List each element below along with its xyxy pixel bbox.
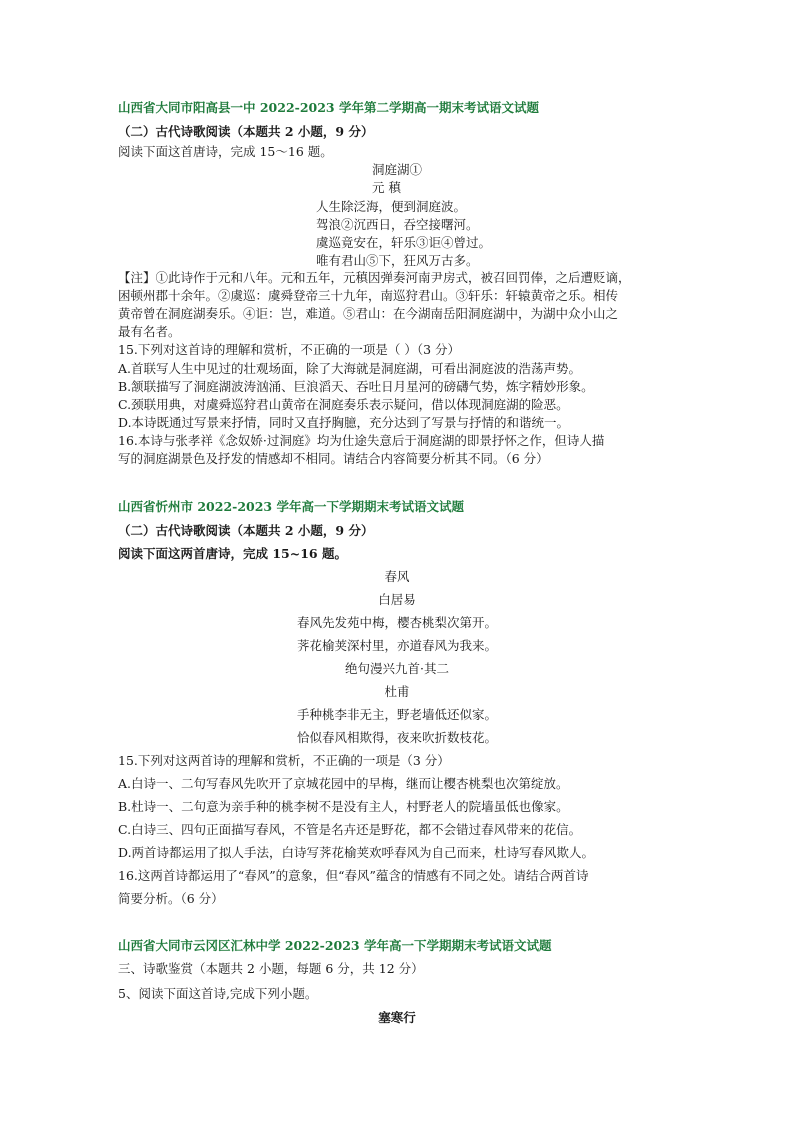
section2-q15-option-a: A.白诗一、二句写春风先吹开了京城花园中的早梅，继而让樱杏桃梨也次第绽放。 [118,776,569,791]
section1-subheading: （二）古代诗歌阅读（本题共 2 小题，9 分） [118,124,374,139]
section1-poem-line: 人生除泛海，便到洞庭波。 [316,199,467,214]
section2-poem2-line: 手种桃李非无主，野老墙低还似家。 [296,707,497,722]
section1-poem-line: 唯有君山⑤下，狂风万古多。 [316,253,479,268]
section1-q15-option-a: A.首联写人生中见过的壮观场面，除了大海就是洞庭湖，可看出洞庭波的浩荡声势。 [118,361,582,376]
section2-poem2-author: 杜甫 [384,684,410,699]
section1-q16-line: 写的洞庭湖景色及抒发的情感却不相同。请结合内容简要分析其不同。（6 分） [118,451,549,466]
section2-subheading: （二）古代诗歌阅读（本题共 2 小题，9 分） [118,523,374,538]
section1-note-line: 最有名者。 [118,324,181,339]
section1-q15-option-c: C.颈联用典，对虞舜巡狩君山黄帝在洞庭奏乐表示疑问，借以体现洞庭湖的险恶。 [118,397,569,412]
section2-q15-stem: 15.下列对这两首诗的理解和赏析，不正确的一项是（3 分） [118,753,450,768]
section1-note-line: 【注】①此诗作于元和八年。元和五年，元稹因弹奏河南尹房式，被召回罚俸，之后遭贬谪， [118,270,631,285]
section1-q15-stem: 15.下列对这首诗的理解和赏析，不正确的一项是（ ）（3 分） [118,342,461,357]
section1-heading: 山西省大同市阳高县一中 2022-2023 学年第二学期高一期末考试语文试题 [118,100,539,115]
section2-q16-line: 16.这两首诗都运用了“春风”的意象，但“春风”蕴含的情感有不同之处。请结合两首诗 [118,868,589,883]
section2-instruction: 阅读下面这两首唐诗，完成 15~16 题。 [118,546,347,561]
section1-note-line: 黄帝曾在洞庭湖奏乐。④讵：岂，难道。⑤君山：在今湖南岳阳洞庭湖中，为湖中众小山之 [118,306,619,321]
section2-poem1-line: 春风先发苑中梅，樱杏桃梨次第开。 [296,615,497,630]
section2-q15-option-b: B.杜诗一、二句意为亲手种的桃李树不是没有主人，村野老人的院墙虽低也像家。 [118,799,569,814]
section2-poem1-author: 白居易 [378,592,416,607]
section1-poem-author: 元 稹 [372,180,401,195]
section1-q15-option-b: B.颔联描写了洞庭湖波涛汹涌、巨浪滔天、吞吐日月星河的磅礴气势，炼字精妙形象。 [118,379,594,394]
section2-q15-option-c: C.白诗三、四句正面描写春风，不管是名卉还是野花，都不会错过春风带来的花信。 [118,822,582,837]
section1-poem-line: 虞巡竟安在，轩乐③讵④曾过。 [316,235,492,250]
section1-poem-title: 洞庭湖① [372,162,423,177]
section2-poem2-title: 绝句漫兴九首·其二 [345,661,449,676]
section2-poem1-line: 荠花榆荚深村里，亦道春风为我来。 [296,638,497,653]
section3-subheading: 三、诗歌鉴赏（本题共 2 小题，每题 6 分，共 12 分） [118,961,424,976]
section1-instruction: 阅读下面这首唐诗，完成 15～16 题。 [118,144,333,159]
section2-poem1-title: 春风 [384,569,410,584]
section3-heading: 山西省大同市云冈区汇林中学 2022-2023 学年高一下学期期末考试语文试题 [118,938,552,953]
section2-q15-option-d: D.两首诗都运用了拟人手法，白诗写荠花榆荚欢呼春风为自己而来，杜诗写春风欺人。 [118,845,595,860]
section3-poem-title: 塞寒行 [378,1010,416,1025]
section1-poem-line: 驾浪②沉西日，吞空接曙河。 [316,217,479,232]
section3-instruction: 5、阅读下面这首诗,完成下列小题。 [118,986,318,1001]
section1-q15-option-d: D.本诗既通过写景来抒情，同时又直抒胸臆，充分达到了写景与抒情的和谐统一。 [118,415,570,430]
section2-q16-line: 简要分析。（6 分） [118,891,224,906]
section2-heading: 山西省忻州市 2022-2023 学年高一下学期期末考试语文试题 [118,499,464,514]
section1-note-line: 困顿州郡十余年。②虞巡：虞舜登帝三十九年，南巡狩君山。③轩乐：轩辕黄帝之乐。相传 [118,288,619,303]
section1-q16-line: 16.本诗与张孝祥《念奴娇·过洞庭》均为仕途失意后于洞庭湖的即景抒怀之作，但诗人描 [118,433,605,448]
section2-poem2-line: 恰似春风相欺得，夜来吹折数枝花。 [296,730,497,745]
